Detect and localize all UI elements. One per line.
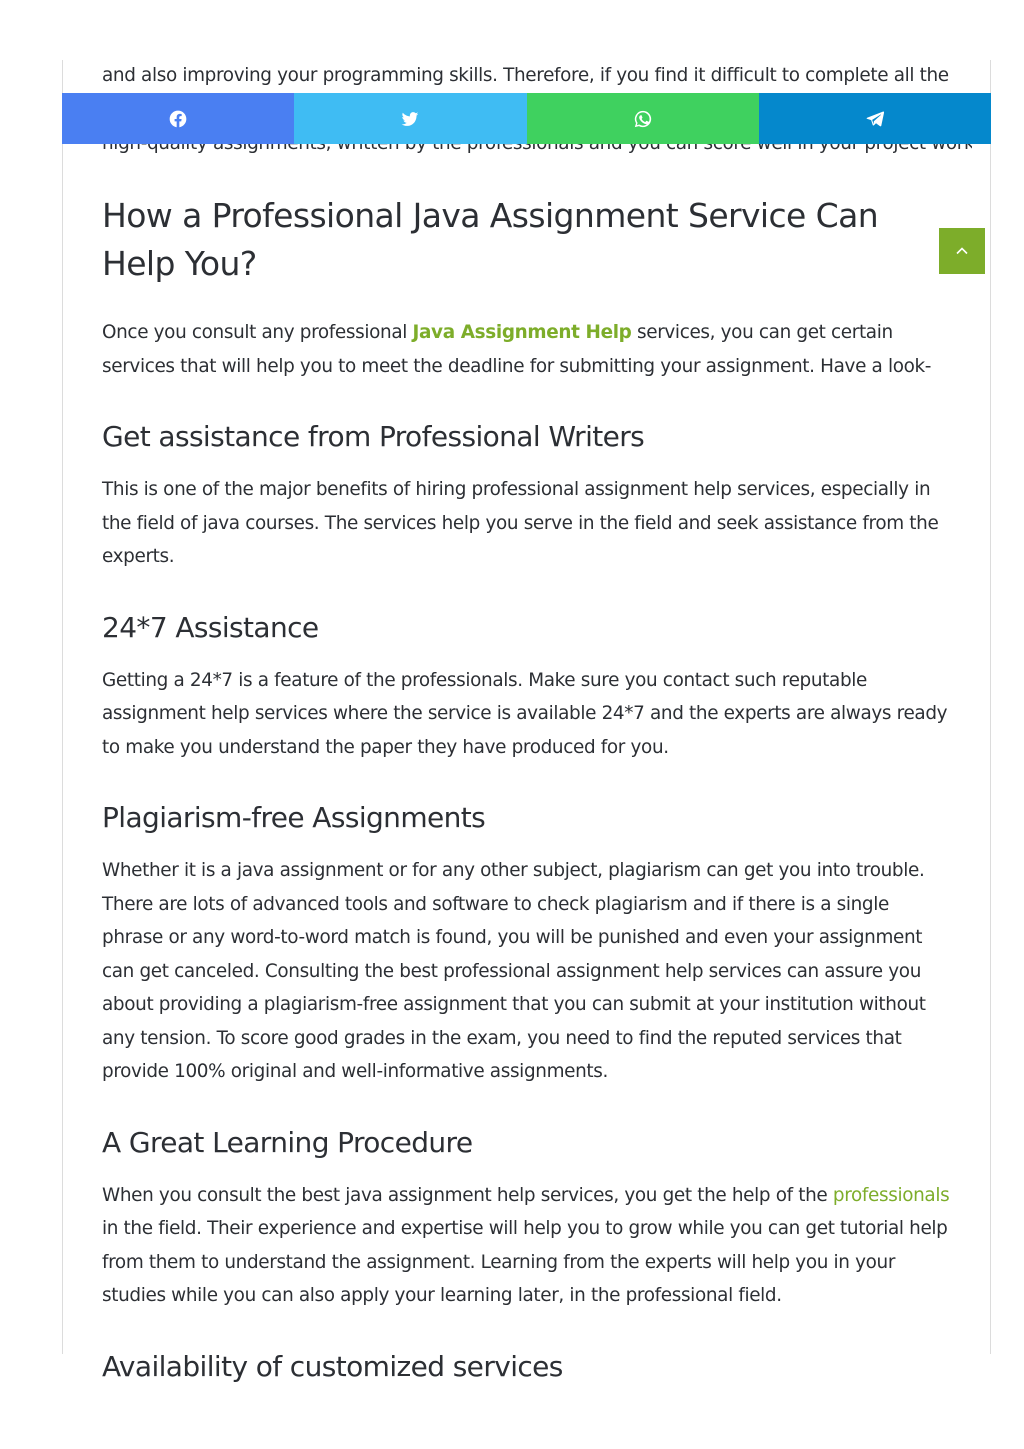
paragraph-text: Once you consult any professional — [102, 322, 413, 343]
section-heading-professional-help: How a Professional Java Assignment Service Can Help You? — [102, 196, 879, 283]
paragraph-text: services, you can get certain services that will help you to meet the deadline for submitting your assignment. Have a look- — [102, 322, 932, 377]
java-assignment-help-link[interactable]: Java Assignment Help — [412, 322, 632, 343]
section-heading-24-7-assistance: 24*7 Assistance — [102, 610, 319, 644]
section-heading-learning-procedure: A Great Learning Procedure — [102, 1125, 473, 1159]
section-paragraph-professional-help — [102, 316, 954, 383]
section-paragraph-professional-writers: This is one of the major benefits of hiring professional assignment help services, especially in the field of java courses. The services help you serve in the field and seek assistance from the experts. — [102, 479, 939, 567]
paragraph-text: in the field. Their experience and expertise will help you to grow while you can get tutorial help from them to understand the assignment. Learning from the experts will help you in your studies while you can also apply your learning later, in the professional field. — [102, 1218, 948, 1306]
section-paragraph-plagiarism-free: Whether it is a java assignment or for any other subject, plagiarism can get you into trouble. There are lots of advanced tools and software to check plagiarism and if there is a single phrase or any word-to-word match is found, you will be punished and even your assignment can get canceled. Consulting the best professional assignment help services can assure you about providing a plagiarism-free assignment that you can submit at your institution without any tension. To score good grades in the exam, you need to find the reputed services that provide 100% original and well-informative assignments. — [102, 860, 926, 1082]
section-paragraph-learning-procedure — [102, 1179, 954, 1313]
content-border-left — [62, 60, 63, 1354]
section-heading-customized-services: Availability of customized services — [102, 1349, 563, 1383]
section-heading-plagiarism-free: Plagiarism-free Assignments — [102, 801, 486, 834]
section-paragraph-24-7-assistance: Getting a 24*7 is a feature of the professionals. Make sure you contact such reputable assignment help services where the service is available 24*7 and the experts are always ready to make you understand the paper they have produced for you. — [102, 669, 948, 758]
article-body — [102, 55, 954, 1387]
section-heading-professional-writers: Get assistance from Professional Writers — [102, 420, 645, 453]
intro-line-top: and also improving your programming skills. Therefore, if you find it difficult to complete all the — [102, 65, 949, 86]
chevron-up-icon — [956, 247, 968, 255]
content-border-right — [990, 60, 991, 1354]
paragraph-text: When you consult the best java assignment help services, you get the help of the — [102, 1184, 833, 1206]
professionals-link[interactable]: professionals — [832, 1184, 950, 1206]
